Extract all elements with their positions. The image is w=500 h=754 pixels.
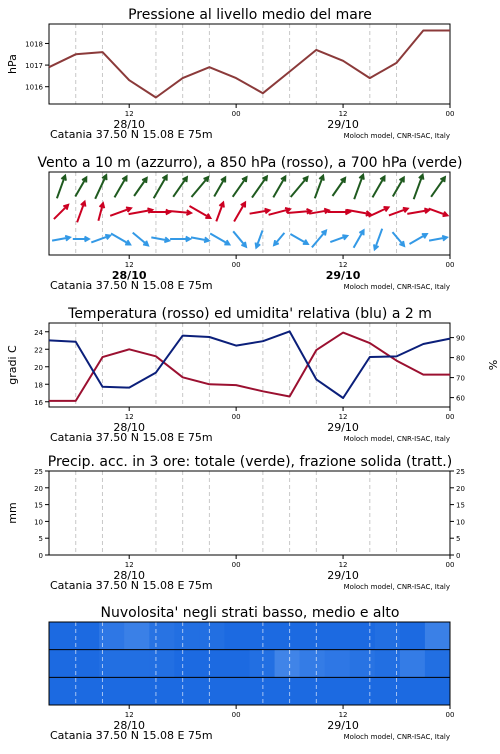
wind-arrow-850	[389, 208, 408, 216]
y-tick-label: 90	[456, 334, 465, 343]
wind-arrow-10m	[191, 237, 209, 242]
cloud-cell	[49, 650, 75, 678]
wind-arrow-10m	[354, 230, 364, 247]
wind-arrow-850	[190, 206, 211, 218]
wind-arrow-700	[214, 178, 225, 197]
cloud-cell	[149, 622, 175, 650]
wind-arrow-10m	[111, 234, 130, 245]
y-tick-label: 1018	[25, 40, 43, 49]
cloud-cell	[325, 677, 351, 705]
wind-arrow-shaft	[57, 176, 65, 199]
wind-arrow-shaft	[354, 175, 363, 199]
location-label: Catania 37.50 N 15.08 E 75m	[50, 729, 213, 742]
cloud-cell	[250, 677, 276, 705]
panel-title: Pressione al livello medio del mare	[128, 7, 372, 23]
y-axis-label: mm	[6, 502, 19, 524]
wind-arrow-shaft	[192, 177, 209, 197]
wind-arrow-850	[129, 208, 153, 214]
wind-arrow-10m	[330, 235, 347, 242]
wind-arrow-shaft	[373, 177, 385, 198]
y-tick-label: 20	[34, 363, 43, 372]
wind-arrow-700	[115, 177, 127, 198]
y-tick-label: 0	[38, 552, 43, 560]
cloud-cell	[124, 677, 150, 705]
y-axis-label: hPa	[6, 54, 19, 74]
cloud-cell	[74, 677, 100, 705]
wind-arrow-10m	[133, 233, 148, 246]
panel-title: Vento a 10 m (azzurro), a 850 hPa (rosso), a 700 hPa (verde)	[37, 155, 463, 171]
wind-arrow-700	[173, 177, 187, 197]
day-label: 29/10	[327, 569, 359, 582]
cloud-cell	[300, 622, 326, 650]
wind-arrow-700	[252, 176, 267, 197]
wind-arrow-shaft	[290, 234, 307, 244]
cloud-cell	[325, 622, 351, 650]
y-tick-label: 15	[34, 501, 43, 510]
credit-label: Moloch model, CNR-ISAC, Italy	[343, 733, 450, 741]
day-label: 28/10	[111, 269, 147, 282]
cloud-cell	[174, 622, 200, 650]
x-tick-label: 12	[124, 413, 134, 421]
x-tick-label: 00	[445, 413, 455, 421]
wind-arrow-700	[273, 177, 285, 198]
wind-arrow-shaft	[210, 234, 229, 245]
cloud-cell	[275, 650, 301, 678]
y-axis-label: %	[486, 359, 499, 371]
panel-title: Temperatura (rosso) ed umidita' relativa (blu) a 2 m	[68, 306, 432, 322]
wind-arrow-shaft	[54, 205, 68, 219]
x-tick-label: 12	[338, 261, 348, 269]
cloud-cell	[250, 650, 276, 678]
wind-arrow-shaft	[133, 233, 148, 246]
wind-arrow-850	[234, 203, 245, 222]
y-tick-label: 25	[456, 468, 465, 476]
x-tick-label: 00	[445, 561, 455, 569]
cloud-cell	[300, 677, 326, 705]
y-tick-label: 1017	[25, 62, 43, 71]
wind-arrow-850	[216, 203, 224, 222]
credit-label: Moloch model, CNR-ISAC, Italy	[343, 435, 450, 443]
wind-arrow-shaft	[252, 176, 267, 197]
wind-arrow-shaft	[273, 177, 285, 198]
wind-arrow-850	[110, 208, 131, 216]
wind-arrow-700	[333, 178, 346, 196]
cloud-cell	[149, 650, 175, 678]
wind-arrow-10m	[52, 236, 70, 241]
x-tick-label: 00	[445, 261, 455, 269]
cloud-cell	[124, 650, 150, 678]
wind-arrow-10m	[312, 231, 326, 248]
y-tick-label: 20	[456, 484, 465, 493]
cloud-cell	[400, 677, 426, 705]
panel-title: Nuvolosita' negli strati basso, medio e alto	[100, 605, 400, 621]
wind-arrow-shaft	[134, 178, 147, 196]
day-label: 29/10	[327, 719, 359, 732]
y-tick-label: 5	[38, 535, 43, 544]
cloud-cell	[350, 650, 376, 678]
y-tick-label: 18	[34, 381, 43, 390]
cloud-cell	[49, 622, 75, 650]
wind-arrow-shaft	[312, 231, 326, 248]
wind-arrow-700	[192, 177, 209, 197]
x-tick-label: 12	[124, 110, 134, 118]
y-tick-label: 1016	[25, 83, 43, 92]
location-label: Catania 37.50 N 15.08 E 75m	[50, 128, 213, 141]
y-tick-label: 60	[456, 394, 465, 403]
x-tick-label: 12	[338, 711, 348, 719]
cloud-cell	[224, 650, 250, 678]
location-label: Catania 37.50 N 15.08 E 75m	[50, 279, 213, 292]
wind-arrow-shaft	[75, 178, 86, 197]
day-label: 28/10	[113, 569, 146, 582]
x-tick-label: 00	[231, 110, 241, 118]
cloud-cell	[149, 677, 175, 705]
wind-arrow-850	[369, 207, 389, 217]
wind-arrow-10m	[73, 237, 89, 242]
wind-arrow-shaft	[291, 177, 308, 197]
cloud-cell	[425, 677, 451, 705]
wind-arrow-shaft	[111, 234, 130, 245]
wind-arrow-700	[233, 177, 247, 197]
x-tick-label: 00	[445, 711, 455, 719]
cloud-cell	[425, 622, 451, 650]
day-label: 28/10	[113, 421, 146, 434]
cloud-cell	[224, 622, 250, 650]
wind-arrow-shaft	[414, 175, 423, 199]
cloud-cell	[174, 650, 200, 678]
temp-rh-frame	[49, 323, 450, 407]
wind-arrow-700	[134, 178, 147, 196]
y-tick-label: 70	[456, 374, 465, 383]
cloud-cell	[199, 650, 225, 678]
wind-arrow-850	[429, 209, 448, 217]
day-label: 29/10	[327, 421, 359, 434]
wind-arrow-850	[250, 209, 270, 214]
pressure-line	[49, 31, 450, 98]
wind-arrow-10m	[374, 229, 382, 250]
wind-arrow-10m	[290, 234, 307, 244]
day-label: 29/10	[327, 118, 359, 131]
wind-arrow-10m	[393, 232, 405, 246]
y-tick-label: 25	[34, 468, 43, 476]
y-tick-label: 24	[34, 328, 43, 337]
cloud-cell	[49, 677, 75, 705]
x-tick-label: 12	[124, 561, 134, 569]
wind-arrow-700	[393, 178, 404, 197]
wind-arrow-700	[373, 177, 385, 198]
wind-arrow-10m	[91, 235, 110, 243]
wind-arrow-10m	[170, 237, 190, 242]
day-label: 29/10	[325, 269, 361, 282]
location-label: Catania 37.50 N 15.08 E 75m	[50, 431, 213, 444]
cloud-cell	[275, 622, 301, 650]
cloud-cell	[400, 622, 426, 650]
y-tick-label: 5	[456, 535, 461, 544]
cloud-cell	[199, 677, 225, 705]
cloud-cell	[350, 622, 376, 650]
wind-arrow-shaft	[410, 234, 427, 244]
credit-label: Moloch model, CNR-ISAC, Italy	[343, 132, 450, 140]
x-tick-label: 00	[231, 711, 241, 719]
wind-arrow-shaft	[333, 178, 346, 196]
wind-arrow-shaft	[214, 178, 225, 197]
wind-arrow-shaft	[95, 175, 106, 199]
wind-arrow-700	[354, 175, 364, 199]
wind-arrow-10m	[233, 231, 246, 246]
wind-arrow-850	[98, 203, 104, 220]
day-label: 28/10	[113, 118, 146, 131]
wind-arrow-shaft	[431, 177, 445, 197]
credit-label: Moloch model, CNR-ISAC, Italy	[343, 583, 450, 591]
wind-arrow-shaft	[369, 207, 389, 216]
cloud-cell	[224, 677, 250, 705]
cloud-cell	[300, 650, 326, 678]
wind-arrow-10m	[256, 231, 263, 248]
wind-arrow-shaft	[393, 232, 405, 246]
cloud-cell	[174, 677, 200, 705]
y-axis-label: gradi C	[6, 345, 19, 385]
y-tick-label: 22	[34, 346, 43, 355]
x-tick-label: 00	[231, 261, 241, 269]
wind-arrow-10m	[210, 234, 229, 245]
wind-arrow-700	[57, 176, 66, 199]
x-tick-label: 00	[231, 413, 241, 421]
wind-arrow-shaft	[233, 231, 246, 246]
y-tick-label: 0	[456, 552, 461, 560]
x-tick-label: 12	[124, 711, 134, 719]
y-tick-label: 10	[456, 518, 465, 527]
wind-arrow-shaft	[393, 178, 404, 197]
wind-arrow-shaft	[190, 206, 211, 218]
wind-arrow-850	[269, 208, 290, 215]
y-tick-label: 10	[34, 518, 43, 527]
y-tick-label: 80	[456, 354, 465, 363]
cloud-cell	[325, 650, 351, 678]
wind-frame	[49, 172, 450, 255]
wind-arrow-850	[77, 202, 85, 223]
wind-arrow-700	[95, 175, 106, 199]
wind-arrow-700	[291, 177, 308, 197]
location-label: Catania 37.50 N 15.08 E 75m	[50, 579, 213, 592]
wind-arrow-850	[407, 209, 429, 214]
wind-arrow-10m	[429, 236, 447, 241]
x-tick-label: 12	[338, 561, 348, 569]
cloud-cell	[74, 650, 100, 678]
wind-arrow-850	[54, 205, 68, 219]
wind-arrow-shaft	[354, 230, 364, 247]
wind-arrow-850	[328, 210, 350, 215]
wind-arrow-700	[431, 177, 445, 197]
cloud-cell	[74, 622, 100, 650]
wind-arrow-10m	[274, 233, 284, 245]
wind-arrow-shaft	[274, 233, 284, 245]
cloud-cell	[124, 622, 150, 650]
wind-arrow-10m	[151, 237, 169, 242]
wind-arrow-shaft	[234, 203, 245, 222]
y-tick-label: 15	[456, 501, 465, 510]
wind-arrow-shaft	[173, 177, 187, 197]
cloud-cell	[350, 677, 376, 705]
y-tick-label: 16	[34, 398, 43, 407]
x-tick-label: 12	[338, 413, 348, 421]
cloud-cell	[199, 622, 225, 650]
x-tick-label: 12	[338, 110, 348, 118]
cloud-cell	[275, 677, 301, 705]
precip-frame	[49, 471, 450, 555]
x-tick-label: 12	[124, 261, 134, 269]
wind-arrow-shaft	[115, 177, 127, 198]
cloud-cell	[250, 622, 276, 650]
credit-label: Moloch model, CNR-ISAC, Italy	[343, 283, 450, 291]
wind-arrow-850	[169, 210, 191, 215]
wind-arrow-700	[75, 178, 86, 197]
pressure-frame	[49, 24, 450, 104]
wind-arrow-shaft	[233, 177, 247, 197]
cloud-cell	[425, 650, 451, 678]
wind-arrow-10m	[410, 234, 427, 244]
y-tick-label: 20	[34, 484, 43, 493]
x-tick-label: 00	[231, 561, 241, 569]
panel-title: Precip. acc. in 3 ore: totale (verde), frazione solida (tratt.)	[47, 454, 453, 470]
cloud-cell	[400, 650, 426, 678]
wind-arrow-700	[414, 175, 424, 199]
day-label: 28/10	[113, 719, 146, 732]
x-tick-label: 00	[445, 110, 455, 118]
